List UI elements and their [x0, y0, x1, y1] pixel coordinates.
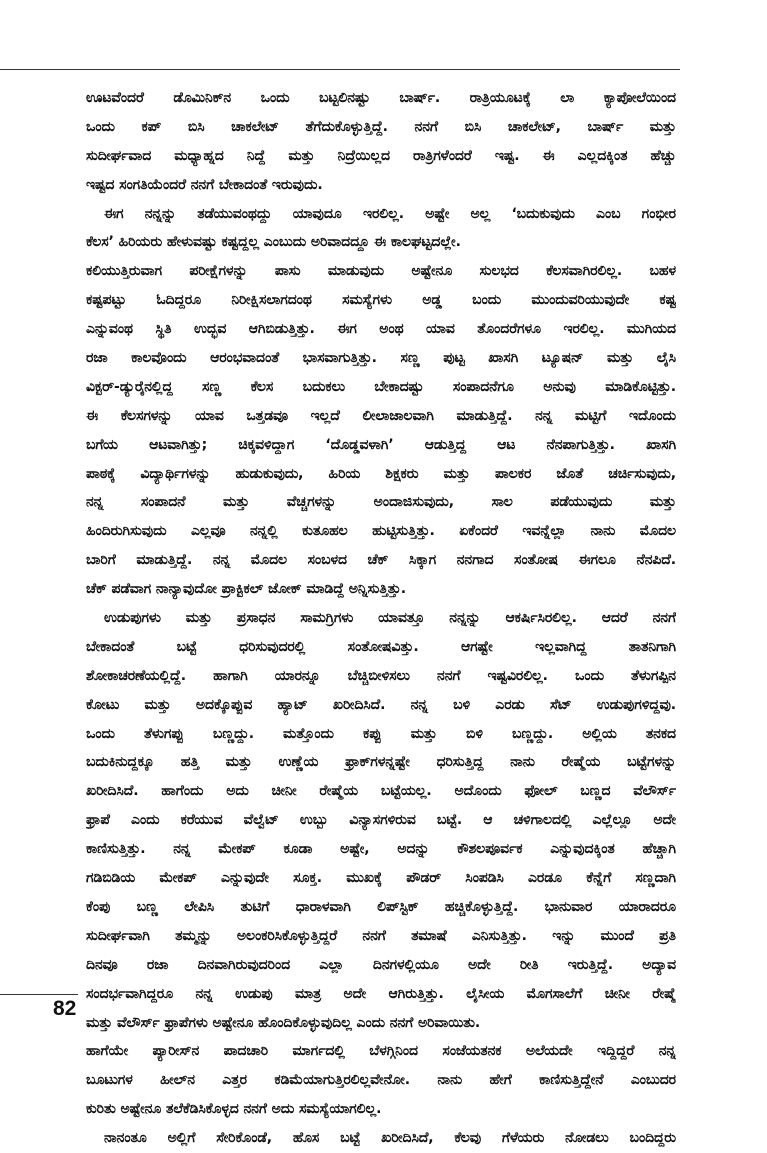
text-line: ನನ್ನ ಸಂಪಾದನೆ ಮತ್ತು ವೆಚ್ಚಗಳನ್ನು ಅಂದಾಜಿಸುವುದು, ಸಾಲ ಪಡೆಯುವುದು ಮತ್ತು: [86, 494, 676, 511]
text-line: ಗಡಿಬಿಡಿಯ ಮೇಕಪ್ ಎನ್ನುವುದೇ ಸೂಕ್ತ. ಮುಖಕ್ಕೆ ಪೌಡರ್ ಸಿಂಪಡಿಸಿ ಎರಡೂ ಕೆನ್ನೆಗೆ ಸಣ್ಣದಾಗಿ: [86, 870, 676, 887]
text-line: ಇಷ್ಟದ ಸಂಗತಿಯೆಂದರೆ ನನಗೆ ಬೇಕಾದಂತೆ ಇರುವುದು.: [86, 176, 323, 193]
page-number: 82: [53, 997, 77, 1020]
text-line: ಈಗ ನನ್ನನ್ನು ತಡೆಯುವಂಥದ್ದು ಯಾವುದೂ ಇರಲಿಲ್ಲ. ಅಷ್ಟೇ ಅಲ್ಲ ‘ಬದುಕುವುದು ಎಂಬ ಗಂಭೀರ: [104, 205, 676, 222]
text-line: ಕಷ್ಟಪಟ್ಟು ಓದಿದ್ದರೂ ನಿರೀಕ್ಷಿಸಲಾಗದಂಥ ಸಮಸ್ಯೆಗಳು ಅಡ್ಡ ಬಂದು ಮುಂದುವರಿಯುವುದೇ ಕಷ್ಟ: [86, 292, 676, 309]
text-line: ಕೆಲಸ’ ಹಿರಿಯರು ಹೇಳುವಷ್ಟು ಕಷ್ಟದ್ದಲ್ಲ ಎಂಬುದು ಅರಿವಾದದ್ದೂ ಈ ಕಾಲಘಟ್ಟದಲ್ಲೇ.: [86, 234, 461, 251]
page-body-text: [86, 84, 676, 1153]
text-line: ಹಿಂದಿರುಗಿಸುವುದು ಎಲ್ಲವೂ ನನ್ನಲ್ಲಿ ಕುತೂಹಲ ಹುಟ್ಟಿಸುತ್ತಿತ್ತು. ಏಕೆಂದರೆ ಇವನ್ನೆಲ್ಲಾ ನಾನು ಮೊದಲ: [86, 523, 676, 540]
text-line: ಸಂದರ್ಭವಾಗಿದ್ದರೂ ನನ್ನ ಉಡುಪು ಮಾತ್ರ ಅದೇ ಆಗಿರುತ್ತಿತ್ತು. ಲೈಸೀಯ ಮೊಗಸಾಲೆಗೆ ಚೀನೀ ರೇಷ್ಮೆ: [86, 985, 676, 1002]
text-line: ಬೇಕಾದಂತೆ ಬಟ್ಟೆ ಧರಿಸುವುದರಲ್ಲಿ ಸಂತೋಷವಿತ್ತು. ಆಗಷ್ಟೇ ಇಲ್ಲವಾಗಿದ್ದ ತಾತನಿಗಾಗಿ: [86, 638, 676, 655]
text-line: ಕುರಿತು ಅಷ್ಟೇನೂ ತಲೆಕೆಡಿಸಿಕೊಳ್ಳದ ನನಗೆ ಅದು ಸಮಸ್ಯೆಯಾಗಲಿಲ್ಲ.: [86, 1101, 382, 1118]
text-line: ಸುದೀರ್ಘವಾಗಿ ತಮ್ಮನ್ನು ಅಲಂಕರಿಸಿಕೊಳ್ಳುತ್ತಿದ್ದರೆ ನನಗೆ ತಮಾಷೆ ಎನಿಸುತ್ತಿತ್ತು. ಇನ್ನು ಮುಂದೆ ಪ್ರತಿ: [86, 927, 676, 944]
text-line: ಬೂಟುಗಳ ಹೀಲ್‌ನ ಎತ್ತರ ಕಡಿಮೆಯಾಗುತ್ತಿರಲಿಲ್ಲವೇನೋ. ನಾನು ಹೇಗೆ ಕಾಣಿಸುತ್ತಿದ್ದೇನೆ ಎಂಬುದರ: [86, 1072, 676, 1089]
text-line: ಮತ್ತು ವೆಲೌರ್ಸ್ ಫ್ರಾಪೆಗಳು ಅಷ್ಟೇನೂ ಹೊಂದಿಕೊಳ್ಳುವುದಿಲ್ಲ ಎಂದು ನನಗೆ ಅರಿವಾಯಿತು.: [86, 1014, 481, 1031]
text-line: ರಜಾ ಕಾಲವೊಂದು ಆರಂಭವಾದಂತೆ ಭಾಸವಾಗುತ್ತಿತ್ತು. ಸಣ್ಣ ಪುಟ್ಟ ಖಾಸಗಿ ಟ್ಯೂಷನ್ ಮತ್ತು ಲೈಸಿ: [86, 350, 676, 367]
text-line: ಒಂದು ತೆಳುಗಪ್ಪು ಬಣ್ಣದ್ದು. ಮತ್ತೊಂದು ಕಪ್ಪು ಮತ್ತು ಬಿಳಿ ಬಣ್ಣದ್ದು. ಅಲ್ಲಿಯ ತನಕದ: [86, 725, 676, 742]
text-line: ಈ ಕೆಲಸಗಳನ್ನು ಯಾವ ಒತ್ತಡವೂ ಇಲ್ಲದೆ ಲೀಲಾಜಾಲವಾಗಿ ಮಾಡುತ್ತಿದ್ದೆ. ನನ್ನ ಮಟ್ಟಿಗೆ ಇದೊಂದು: [86, 407, 676, 424]
text-line: ನಾನಂತೂ ಅಲ್ಲಿಗೆ ಸೇರಿಕೊಂಡೆ, ಹೊಸ ಬಟ್ಟೆ ಖರೀದಿಸಿದೆ, ಕೆಲವು ಗೆಳೆಯರು ನೋಡಲು ಬಂದಿದ್ದರು: [104, 1130, 676, 1147]
footer-rule: [0, 994, 78, 995]
text-line: ಕಾಣಿಸುತ್ತಿತ್ತು. ನನ್ನ ಮೇಕಪ್ ಕೂಡಾ ಅಷ್ಟೇ, ಅದನ್ನು ಕೌಶಲಪೂರ್ವಕ ಎನ್ನುವುದಕ್ಕಿಂತ ಹೆಚ್ಚಾಗಿ: [86, 841, 676, 858]
text-line: ಒಂದು ಕಪ್ ಬಿಸಿ ಚಾಕಲೇಟ್ ತೆಗೆದುಕೊಳ್ಳುತ್ತಿದ್ದೆ. ನನಗೆ ಬಿಸಿ ಚಾಕಲೇಟ್, ಬಾರ್ಷ್ ಮತ್ತು: [86, 118, 676, 135]
text-line: ಫ್ರಾಪೆ ಎಂದು ಕರೆಯುವ ವೆಲ್ವೆಟ್ ಉಬ್ಬು ವಿನ್ಯಾಸಗಳಿರುವ ಬಟ್ಟೆ. ಆ ಚಳಿಗಾಲದಲ್ಲಿ ಎಲ್ಲೆಲ್ಲೂ ಅದೇ: [86, 812, 676, 829]
text-line: ಬಗೆಯ ಆಟವಾಗಿತ್ತು; ಚಿಕ್ಕವಳಿದ್ದಾಗ ‘ದೊಡ್ಡವಳಾಗಿ’ ಆಡುತ್ತಿದ್ದ ಆಟ ನೆನಪಾಗುತ್ತಿತ್ತು. ಖಾಸಗಿ: [86, 436, 676, 453]
text-line: ಚೆಕ್ ಪಡೆವಾಗ ನಾನ್ಯಾವುದೋ ಪ್ರಾಕ್ಟಿಕಲ್ ಜೋಕ್ ಮಾಡಿದ್ದೆ ಅನ್ನಿಸುತ್ತಿತ್ತು.: [86, 581, 406, 598]
text-line: ಪಾಠಕ್ಕೆ ವಿದ್ಯಾರ್ಥಿಗಳನ್ನು ಹುಡುಕುವುದು, ಹಿರಿಯ ಶಿಕ್ಷಕರು ಮತ್ತು ಪಾಲಕರ ಜೊತೆ ಚರ್ಚಿಸುವುದು,: [86, 465, 676, 482]
text-line: ಸುದೀರ್ಘವಾದ ಮಧ್ಯಾಹ್ನದ ನಿದ್ದೆ ಮತ್ತು ನಿದ್ರೆಯಿಲ್ಲದ ರಾತ್ರಿಗಳೆಂದರೆ ಇಷ್ಟ. ಈ ಎಲ್ಲದಕ್ಕಿಂತ ಹೆಚ್ಚು: [86, 147, 676, 164]
text-line: ಬಾರಿಗೆ ಮಾಡುತ್ತಿದ್ದೆ. ನನ್ನ ಮೊದಲ ಸಂಬಳದ ಚೆಕ್ ಸಿಕ್ಕಾಗ ನನಗಾದ ಸಂತೋಷ ಈಗಲೂ ನೆನಪಿದೆ.: [86, 552, 676, 569]
header-rule: [0, 69, 680, 70]
text-line: ಕೆಂಪು ಬಣ್ಣ ಲೇಪಿಸಿ ತುಟಿಗೆ ಧಾರಾಳವಾಗಿ ಲಿಪ್‌ಸ್ಟಿಕ್ ಹಚ್ಚಿಕೊಳ್ಳುತ್ತಿದ್ದೆ. ಭಾನುವಾರ ಯಾರಾದರೂ: [86, 898, 676, 915]
text-line: ಖರೀದಿಸಿದೆ. ಹಾಗೆಂದು ಅದು ಚೀನೀ ರೇಷ್ಮೆಯ ಬಟ್ಟೆಯಲ್ಲ. ಅದೊಂದು ಫೋಲ್ ಬಣ್ಣದ ವೆಲೌರ್ಸ್: [86, 783, 676, 800]
text-line: ದಿನವೂ ರಜಾ ದಿನವಾಗಿರುವುದರಿಂದ ಎಲ್ಲಾ ದಿನಗಳಲ್ಲಿಯೂ ಅದೇ ರೀತಿ ಇರುತ್ತಿದ್ದೆ. ಅದ್ಯಾವ: [86, 956, 676, 973]
text-line: ಹಾಗೆಯೇ ಪ್ಯಾರೀಸ್‌ನ ಪಾದಚಾರಿ ಮಾರ್ಗದಲ್ಲಿ ಬೆಳಗ್ಗಿನಿಂದ ಸಂಜೆಯತನಕ ಅಲೆಯದೇ ಇದ್ದಿದ್ದರೆ ನನ್ನ: [86, 1043, 676, 1060]
text-line: ಬದುಕಿನುದ್ದಕ್ಕೂ ಹತ್ತಿ ಮತ್ತು ಉಣ್ಣೆಯ ಫ್ರಾಕ್‌ಗಳನ್ನಷ್ಟೇ ಧರಿಸುತ್ತಿದ್ದ ನಾನು ರೇಷ್ಮೆಯ ಬಟ್ಟೆಗಳನ್ನು: [86, 754, 676, 771]
text-line: ಉಡುಪುಗಳು ಮತ್ತು ಪ್ರಸಾಧನ ಸಾಮಗ್ರಿಗಳು ಯಾವತ್ತೂ ನನ್ನನ್ನು ಆಕರ್ಷಿಸಿರಲಿಲ್ಲ. ಆದರೆ ನನಗೆ: [104, 610, 676, 627]
text-line: ವಿಕ್ಟರ್-ಡ್ಯುರೈನಲ್ಲಿದ್ದ ಸಣ್ಣ ಕೆಲಸ ಬದುಕಲು ಬೇಕಾದಷ್ಟು ಸಂಪಾದನೆಗೂ ಅನುವು ಮಾಡಿಕೊಟ್ಟಿತ್ತು.: [86, 378, 676, 395]
text-line: ಕೋಟು ಮತ್ತು ಅದಕ್ಕೊಪ್ಪುವ ಹ್ಯಾಟ್ ಖರೀದಿಸಿದೆ. ನನ್ನ ಬಳಿ ಎರಡು ಸೆಟ್ ಉಡುಪುಗಳಿದ್ದವು.: [86, 696, 676, 713]
text-line: ಊಟವೆಂದರೆ ಡೊಮಿನಿಕ್‌ನ ಒಂದು ಬಟ್ಟಲಿನಷ್ಟು ಬಾರ್ಷ್. ರಾತ್ರಿಯೂಟಕ್ಕೆ ಲಾ ಕ್ಯಾಪೋಲೆಯಿಂದ: [86, 90, 676, 106]
text-line: ಎನ್ನುವಂಥ ಸ್ಥಿತಿ ಉದ್ಭವ ಆಗಿಬಿಡುತ್ತಿತ್ತು. ಈಗ ಅಂಥ ಯಾವ ತೊಂದರೆಗಳೂ ಇರಲಿಲ್ಲ. ಮುಗಿಯದ: [86, 321, 676, 338]
text-line: ಶೋಕಾಚರಣೆಯಲ್ಲಿದ್ದೆ. ಹಾಗಾಗಿ ಯಾರನ್ನೂ ಬೆಚ್ಚಿಬೀಳಿಸಲು ನನಗೆ ಇಷ್ಟವಿರಲಿಲ್ಲ. ಒಂದು ತೆಳುಗಪ್ಪಿನ: [86, 667, 676, 684]
text-line: ಕಲಿಯುತ್ತಿರುವಾಗ ಪರೀಕ್ಷೆಗಳನ್ನು ಪಾಸು ಮಾಡುವುದು ಅಷ್ಟೇನೂ ಸುಲಭದ ಕೆಲಸವಾಗಿರಲಿಲ್ಲ. ಬಹಳ: [86, 263, 676, 280]
